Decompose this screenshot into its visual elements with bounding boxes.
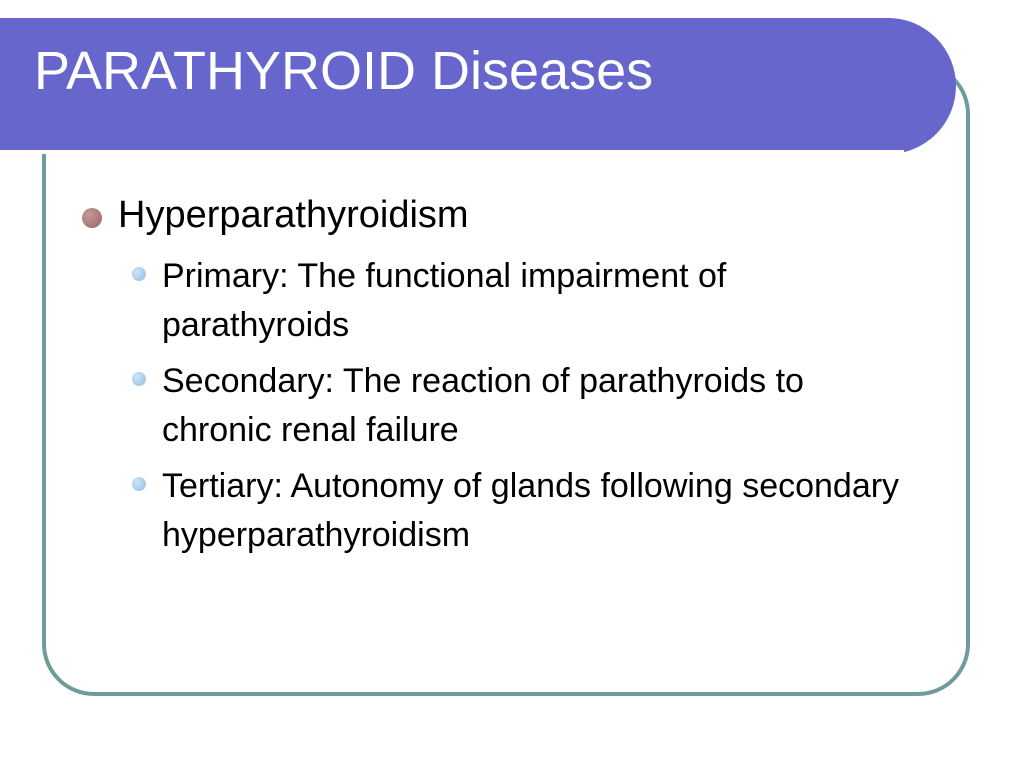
sub-bullet-text: Primary: The functional impairment of parathyroids [162, 257, 727, 344]
slide-title: PARATHYROID Diseases [34, 41, 654, 101]
bullet-hyperparathyroidism: Hyperparathyroidism [118, 194, 469, 236]
sub-bullet-dot-icon [132, 477, 146, 491]
sub-bullet-dot-icon [132, 267, 146, 281]
bullet-dot-icon [82, 208, 102, 228]
sub-bullet-dot-icon [132, 372, 146, 386]
sub-bullet-text: Tertiary: Autonomy of glands following secondary hyperparathyroidism [162, 467, 900, 554]
sub-bullet-text: Secondary: The reaction of parathyroids to chronic renal failure [162, 362, 804, 449]
